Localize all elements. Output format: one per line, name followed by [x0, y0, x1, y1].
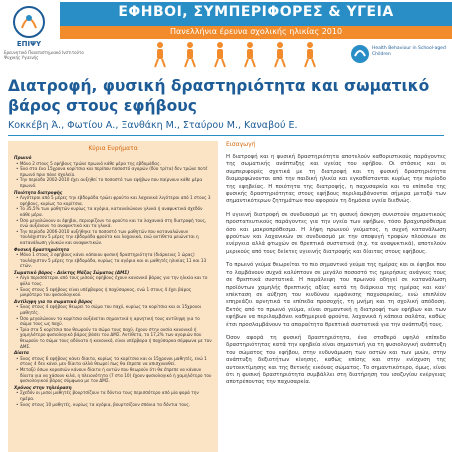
finding-item: • Μόνο 2 στους 5 εφήβους τρώνε πρωινό κάθε μέρα της εβδομάδας.: [14, 161, 212, 167]
finding-item: • Τρία στα 5 κορίτσια που θεωρούν το σώμα τους παχύ, έχουν στην ουσία κανονικό ή χαμηλότερο φυσιολογικό βάρος βάσει του ΔΜΣ. Αντίθετα, το 17,2% των αγοριών που θεωρούν το σώμα τους αδύνατο ή κανονικό, είναι υπέρβαρα ή παχύσαρκα σύμφωνα με τον ΔΜΣ.: [14, 327, 212, 349]
finding-item: • Ένας στους 5 εφήβους είναι υπέρβαρος ή παχύσαρκος, ενώ 1 στους 4 έχει βάρος μικρότερο του φυσιολογικού.: [14, 287, 212, 298]
logo-label: ΕΠΙΨΥ: [16, 40, 42, 48]
finding-item: • Όσο μεγαλώνουν οι έφηβοι, περιορίζουν τα φρούτα και τα λαχανικά στη διατροφή τους, ενώ αυξάνουν τα αναψυκτικά και τα γλυκά.: [14, 218, 212, 229]
finding-item: • Την περίοδο 2006-2010 αυξήθηκε το ποσοστό των μαθητών που καταναλώνουν τουλάχιστον 5 μέρες την εβδομάδα φρούτα και λαχανικά, ενώ αντίθετα μειώνεται η κατανάλωση γλυκών και αναψυκτικών.: [14, 229, 212, 246]
finding-item: • Ένας στους 10 μαθητές, κυρίως τα αγόρια, βουρτσίζουν σπάνια τα δόντια τους.: [14, 402, 212, 408]
finding-item: • Την περίοδο 2002-2010 έχει αυξηθεί το ποσοστό των εφήβων που παίρνουν κάθε μέρα πρωινό.: [14, 177, 212, 188]
key-findings-title: Κύρια Ευρήματα: [88, 145, 138, 152]
finding-section-heading: Χρόνος στην τηλεόραση: [14, 384, 72, 390]
figures-illustration-icon: [140, 40, 340, 68]
finding-item: • Μεταξύ όσων κορασιών κάνουν δίαιτα ή αυτών που θεωρούν ότι θα έπρεπε να κάνουν δίαιτα για να χάσουν κιλά, η πλειονότητα (7 στα 10) έχουν φυσιολογικό ή χαμηλότερο του φυσιολογικού βάρος σύμφωνα με τον ΔΜΣ.: [14, 367, 212, 384]
finding-section-heading: Φυσική δραστηριότητα: [14, 246, 70, 252]
finding-item: • Το 35,5% των μαθητών κυρίως τα αγόρια, καταναλώνουν γλυκά ή αναψυκτικά σχεδόν κάθε μέρα.: [14, 206, 212, 217]
hbsc-logo-text: Health Behaviour in School-aged Children: [372, 46, 446, 57]
finding-section-heading: Σωματικό βάρος - Δείκτης Μάζας Σώματος (ΔΜΣ): [14, 269, 130, 275]
finding-item: • Όσο μεγαλώνουν τα κορίτσια αυξάνεται σημαντικά η αρνητική τους αντίληψη για το σώμα τους ως παχύ.: [14, 316, 212, 327]
finding-section-heading: Δίαιτα: [14, 350, 29, 356]
finding-item: • Ένας στους 6 εφήβους κάνει δίαιτα, κυρίως τα κορίτσια και οι 15χρονοι μαθητές, ενώ 1 στους 4 δεν κάνει μεν δίαιτα αλλά θεωρεί πως θα έπρεπε να απισχνανθεί.: [14, 356, 212, 367]
key-findings-body: [8, 152, 218, 407]
introduction-paragraph: Η διατροφή και η φυσική δραστηριότητα αποτελούν καθοριστικούς παράγοντες της σωματικής ανάπτυξης και υγείας του εφήβου. Οι στάσεις και οι συμπεριφορές σχετικά με τη διατροφή και τη φυσική δραστηριότητα διαμορφώνονται από την παιδική ηλικία και εγκαθίστανται κυρίως την περίοδο της εφηβείας. Η ποιότητα της διατροφής, η παχυσαρκία και τα επίπεδα της φυσικής δραστηριότητας στους εφήβους περιλαμβάνονται σήμερα μεταξύ των σημαντικότερων ζητημάτων που αφορούν τη δημόσια υγεία διεθνώς.: [226, 154, 446, 205]
introduction-column: [226, 141, 446, 452]
introduction-body: [226, 154, 446, 387]
authors: Κοκκέβη Ά., Φωτίου Α., Ξανθάκη Μ., Σταύρου Μ., Καναβού Ε.: [8, 120, 298, 131]
introduction-heading: Εισαγωγή: [226, 141, 256, 148]
hbsc-logo-icon: [350, 44, 370, 64]
divider: [8, 135, 444, 136]
key-findings-box: [8, 141, 218, 452]
finding-section-heading: Πρωινό: [14, 155, 32, 160]
main-title: ΕΦΗΒΟΙ, ΣΥΜΠΕΡΙΦΟΡΕΣ & ΥΓΕΙΑ: [118, 4, 394, 20]
introduction-paragraph: Όσον αφορά τη φυσική δραστηριότητα, ένα σταθερό υψηλό επίπεδο δραστηριότητας κατά την εφηβεία είναι σημαντική για τη φυσιολογική ανάπτυξη του σώματος του εφήβου, στην ενδυνάμωση των οστών και των μυών, στην ανάπτυξη δεξιοτήτων κίνησης, καθώς επίσης και στην ενίσχυση της αυτοεκτίμησης και της θετικής εικόνας σώματος. Το σημαντικότερο, όμως, είναι ότι η φυσική δραστηριότητα συμβάλλει στη διατήρηση του ισοζυγίου ενέργειας αποτρέποντας την παχυσαρκία.: [226, 334, 446, 386]
finding-item: • Λίγο περισσότεροι από τους μισούς εφήβους έχουν κανονικό βάρος για την ηλικία και το φύλο τους.: [14, 275, 212, 286]
finding-item: • Ένα στα ένα 15χρονα κορίτσια και περίπου ποσοστό αγορών (δύο τρίτα) δεν τρώνε ποτέ πρωινό πριν πάνε σχολείο.: [14, 166, 212, 177]
subtitle: Πανελλήνια έρευνα σχολικής ηλικίας 2010: [169, 27, 343, 36]
introduction-paragraph: Το πρωινό γεύμα θεωρείται το πιο σημαντικό γεύμα της ημέρας και οι έφηβοι που το λαμβάνουν συχνά καλύπτουν σε μεγάλο ποσοστό τις ημερήσιες ανάγκες τους σε θρεπτικά συστατικά. Η παράλειψη του πρωινού οδηγεί σε κατανάλωση προϊόντων χαμηλής θρεπτικής αξίας κατά τη διάρκεια της ημέρας και καν' επέκταση σε αύξηση του κινδύνου εμφάνισης παχυσαρκίας, ενώ επιπλέον επηρεάζει αρνητικά τα επίπεδα προσοχής, τη μνήμη και τη σχολική απόδοση. Εκτός από το πρωινό γεύμα, είναι σημαντική η διατροφή των εφήβων και των εφήβων να περιλαμβάνει καθημερινά φρούτα, λαχανικά ή κάποια σαλάτα, καθώς έτσι προσλαμβάνουν τα απαραίτητα θρεπτικά συστατικά για την ανάπτυξή τους.: [226, 262, 446, 328]
finding-item: • Ένας στους 4 εφήβους θεωρεί το σώμα του παχύ, κυρίως τα κορίτσια και οι 15χρονοι μαθητές.: [14, 304, 212, 315]
institute-logo-icon: [10, 4, 48, 48]
finding-item: • Λιγότεροι από 5 μέρες την εβδομάδα τρώει φρούτα και λαχανικά λιγότεροι από 1 στους 3 εφήβους, κυρίως τα κορίτσια.: [14, 195, 212, 206]
logo-caption: Ερευνητικό Πανεπιστημιακό Ινστιτούτο Ψυχικής Υγιεινής: [4, 50, 84, 60]
finding-item: • Σχεδόν οι μισοί μαθητές βουρτσίζουν τα δόντια τους περισσότερο από μία φορά την ημέρα.: [14, 390, 212, 401]
paper-title: Διατροφή, φυσική δραστηριότητα και σωματικό βάρος στους εφήβους: [8, 77, 430, 115]
finding-section-heading: Αντίληψη για το σωματικό βάρος: [14, 298, 93, 304]
introduction-paragraph: Η υγιεινή διατροφή σε συνδυασμό με τη φυσική άσκηση συνιστούν σημαντικούς προστατευτικούς παράγοντες για την υγεία των εφήβων, τόσο βραχυπρόθεσμα όσο και μακροπρόθεσμα. Η λήψη πρωινού γεύματος, η συχνή κατανάλωση φρούτων και λαχανικών σε συνδυασμό με την αποφυγή τροφών πλούσιων σε ενέργεια αλλά φτωχών σε θρεπτικά συστατικά (π.χ. τα αναψυκτικά), αποτελούν μερικούς από τους δείκτες υγιεινής διατροφής και δίαιτας στους εφήβους.: [226, 211, 446, 255]
finding-section-heading: Ποιότητα διατροφής: [14, 189, 63, 195]
header: [0, 0, 452, 70]
finding-item: • Μόνο 1 στους 3 εφήβους κάνει κάποιου φυσική δραστηριότητα (διάρκειας 1 ώρας) τουλάχιστον 5 μέρες την εβδομάδα, κυρίως τα αγόρια και οι μαθητές ηλικίας 11 και 13 ετών.: [14, 252, 212, 269]
